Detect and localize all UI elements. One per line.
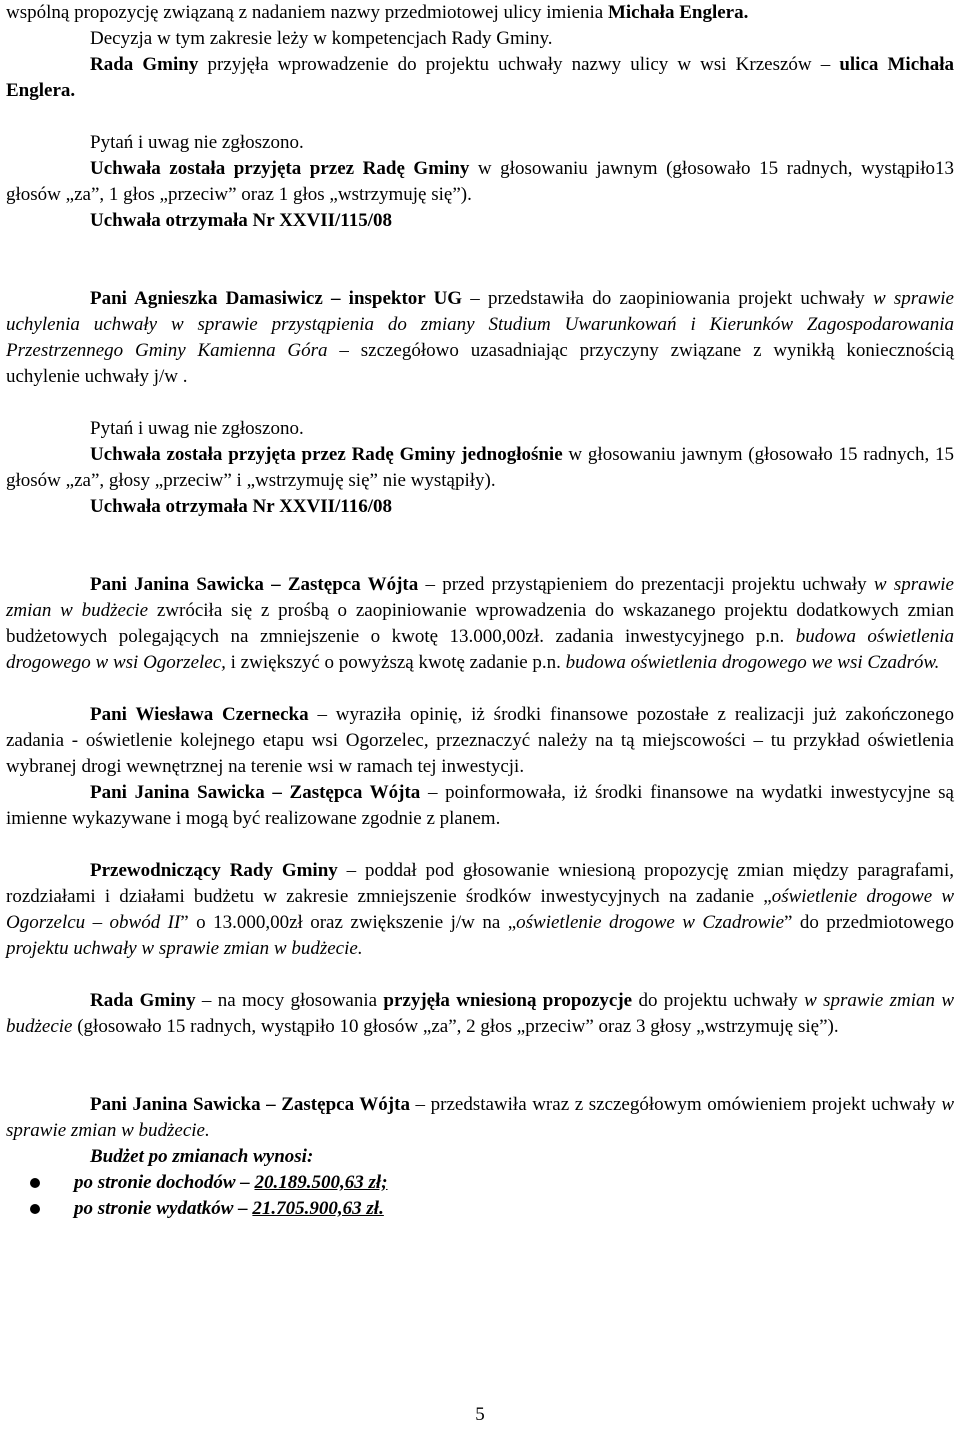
paragraph xyxy=(6,1092,959,1144)
paragraph xyxy=(6,572,959,676)
text-run: w głosowaniu jawnym (głosowało 15 radnych, 15 głosów „za”, głosy „przeciw” i „wstrzymuję się” nie wystąpiły). xyxy=(6,444,959,491)
text-run: Pytań i uwag nie zgłoszono. xyxy=(90,132,304,153)
paragraph-spacer xyxy=(6,520,954,572)
paragraph xyxy=(6,442,959,494)
text-run: – poinformowała, iż środki finansowe na wydatki inwestycyjne są imienne wykazywane i mogą być realizowane zgodnie z planem. xyxy=(6,782,959,829)
bold-text: Pani Agnieszka Damasiwicz – inspektor UG xyxy=(90,288,463,309)
budget-list xyxy=(6,1170,954,1222)
paragraph xyxy=(6,780,959,832)
bold-text: Przewodniczący Rady Gminy xyxy=(90,860,338,881)
paragraph-spacer xyxy=(6,104,954,130)
italic-text: budowa oświetlenia drogowego we wsi Czadrów. xyxy=(565,652,940,673)
document-body xyxy=(6,0,959,1170)
text-run: – na mocy głosowania xyxy=(195,990,384,1011)
budget-item-label: po stronie wydatków – xyxy=(74,1198,253,1219)
italic-text: budowa oświetlenia drogowego w wsi Ogorzelec, xyxy=(6,626,959,673)
bullet-icon xyxy=(30,1178,40,1188)
paragraph xyxy=(6,988,959,1040)
budget-item xyxy=(30,1170,954,1196)
bold-text: Uchwała otrzymała Nr XXVII/115/08 xyxy=(90,210,393,231)
page-number: 5 xyxy=(475,1404,485,1425)
text-run: w głosowaniu jawnym (głosowało 15 radnych, wystąpiło13 głosów „za”, 1 głos „przeciw” oraz 1 głos „wstrzymuję się”). xyxy=(6,158,959,205)
paragraph xyxy=(6,858,959,962)
paragraph xyxy=(6,208,954,234)
budget-item xyxy=(30,1196,954,1222)
italic-text: w sprawie zmian w budżecie xyxy=(6,574,959,621)
bold-text: Pani Janina Sawicka – Zastępca Wójta xyxy=(90,782,421,803)
text-run: – szczegółowo uzasadniając przyczyny związane z wynikłą koniecznością uchylenie uchwały j/w . xyxy=(6,340,959,387)
text-run: przyjęła wprowadzenie do projektu uchwały nazwy ulicy w wsi Krzeszów – xyxy=(198,54,840,75)
bold-text: Uchwała została przyjęta przez Radę Gminy jednogłośnie xyxy=(90,444,563,465)
paragraph xyxy=(6,26,954,52)
bold-text: przyjęła wniesioną propozycje xyxy=(383,990,633,1011)
italic-text: w sprawie uchylenia uchwały w sprawie przystąpienia do zmiany Studium Uwarunkowań i Kierunków Zagospodarowania Przestrzennego Gminy Kamienna Góra xyxy=(6,288,959,361)
paragraph xyxy=(6,0,954,26)
italic-text: projektu uchwały w sprawie zmian w budżecie. xyxy=(6,938,363,959)
paragraph xyxy=(6,702,959,780)
italic-text: oświetlenie drogowe w Czadrowie xyxy=(516,912,785,933)
italic-text: oświetlenie drogowe w Ogorzelcu – obwód II xyxy=(6,886,959,933)
text-run: – przedstawiła wraz z szczegółowym omówieniem projekt uchwały xyxy=(409,1094,942,1115)
bold-text: Pani Janina Sawicka – Zastępca Wójta xyxy=(90,574,419,595)
budget-item-amount: 20.189.500,63 zł; xyxy=(254,1172,388,1193)
paragraph xyxy=(6,416,954,442)
bold-text: Rada Gminy xyxy=(90,990,196,1011)
bold-text: ulica Michała Englera. xyxy=(6,54,959,101)
paragraph-spacer xyxy=(6,1040,954,1092)
italic-text: w sprawie zmian w budżecie. xyxy=(6,1094,959,1141)
paragraph xyxy=(6,494,954,520)
budget-item-amount: 21.705.900,63 zł. xyxy=(252,1198,384,1219)
text-run: i zwiększyć o powyższą kwotę zadanie p.n. xyxy=(225,652,566,673)
paragraph-spacer xyxy=(6,962,954,988)
paragraph-spacer xyxy=(6,832,954,858)
text-run: wspólną propozycję związaną z nadaniem nazwy przedmiotowej ulicy imienia xyxy=(6,2,608,23)
paragraph xyxy=(6,286,959,390)
paragraph xyxy=(6,52,959,104)
text-run: – poddał pod głosowanie wniesioną propozycję zmian między paragrafami, rozdziałami i działami budżetu w zakresie zmniejszenie środków inwestycyjnych na zadanie „ xyxy=(6,860,959,907)
bold-text: Michała Englera. xyxy=(607,2,749,23)
paragraph xyxy=(6,130,954,156)
budget-item-label: po stronie dochodów – xyxy=(74,1172,255,1193)
text-run: zwróciła się z prośbą o zaopiniowanie wprowadzenia do wskazanego projektu dodatkowych zmian budżetowych polegających na zmniejszenie o kwotę 13.000,00zł. zadania inwestycyjnego p.n. xyxy=(6,600,959,647)
bold-italic-text: Budżet po zmianach wynosi: xyxy=(90,1146,314,1167)
text-run: – przedstawiła do zaopiniowania projekt uchwały xyxy=(462,288,873,309)
text-run: ” o 13.000,00zł oraz zwiększenie j/w na „ xyxy=(180,912,517,933)
text-run: – przed przystąpieniem do prezentacji projektu uchwały xyxy=(418,574,874,595)
bold-text: Pani Wiesława Czernecka xyxy=(90,704,309,725)
text-run: (głosowało 15 radnych, wystąpiło 10 głosów „za”, 2 głos „przeciw” oraz 3 głosy „wstrzymuję się”). xyxy=(72,1016,839,1037)
bold-text: Pani Janina Sawicka – Zastępca Wójta xyxy=(90,1094,410,1115)
bold-text: Uchwała otrzymała Nr XXVII/116/08 xyxy=(90,496,393,517)
text-run: Pytań i uwag nie zgłoszono. xyxy=(90,418,304,439)
bullet-icon xyxy=(30,1204,40,1214)
text-run: ” do przedmiotowego xyxy=(784,912,959,933)
bold-text: Rada Gminy xyxy=(90,54,199,75)
text-run: do projektu uchwały xyxy=(632,990,805,1011)
paragraph xyxy=(6,156,959,208)
text-run: Decyzja w tym zakresie leży w kompetencjach Rady Gminy. xyxy=(90,28,553,49)
paragraph xyxy=(6,1144,954,1170)
paragraph-spacer xyxy=(6,676,954,702)
bold-text: Uchwała została przyjęta przez Radę Gminy xyxy=(90,158,470,179)
paragraph-spacer xyxy=(6,390,954,416)
paragraph-spacer xyxy=(6,234,954,286)
italic-text: w sprawie zmian w budżecie xyxy=(6,990,959,1037)
text-run: – wyraziła opinię, iż środki finansowe pozostałe z realizacji już zakończonego zadania - oświetlenie kolejnego etapu wsi Ogorzelec, przeznaczyć należy na tą miejscowości – tu przykład oświetlenia wybranej drogi wewnętrznej na terenie wsi w ramach tej inwestycji. xyxy=(6,704,959,777)
